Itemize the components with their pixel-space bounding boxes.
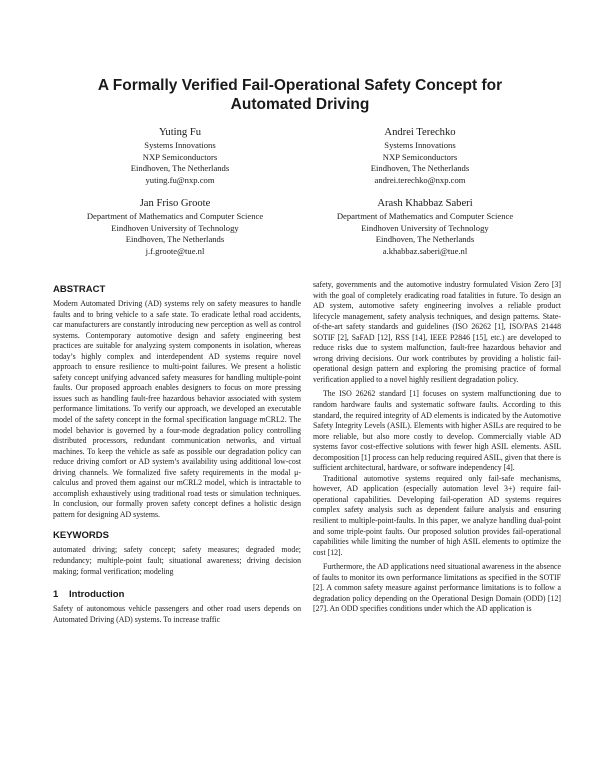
author-email: yuting.fu@nxp.com [145,174,215,185]
author-block-3 [40,197,310,257]
introduction-paragraph-3: Traditional automotive systems required only fail-safe mechanisms, however, AD application (especially automation level 3+) require fail-operational capabilities. Developing fail-operation AD systems requires complex safety analysis such as dependent failure analysis and ensuring resilient to multiple-point-faults. In this paper, we analyze handling dual-point and some triple-point faults. Our proposed solution provides fail-operational capabilities while limiting the number of high ASIL elements to optimize the cost [12]. [313,473,561,557]
author-email: j.f.groote@tue.nl [145,245,205,256]
right-column [313,280,561,615]
author-name: Jan Friso Groote [139,198,211,209]
paper-title [60,76,540,114]
author-affiliation: Eindhoven University of Technology [361,222,489,233]
author-name: Yuting Fu [158,127,202,138]
introduction-paragraph-1: safety, governments and the automotive industry formulated Vision Zero [3] with the goal of completely eradicating road fatalities in future. To design an AD system, automotive safety engineering involves a reliable product lifecycle management, safety analysis techniques, and design patterns. State-of-the-art safety standards and guidelines (ISO 26262 [1], ISO/PAS 21448 SOTIF [2], SaFAD [12], RSS [14], IEEE P2846 [15], etc.) are developed to reduce risks due to system malfunction, fault-free hazardous behavior and wrong driving decisions. Our work contributes by providing a holistic fail-operational design pattern and exploring the promising practice of formal verification applied to a novel highly resilient degradation policy. [313,280,561,384]
author-affiliation: Department of Mathematics and Computer Science [86,211,264,221]
author-name: Andrei Terechko [384,127,456,138]
title-line-2: Automated Driving [230,96,370,113]
author-affiliation: NXP Semiconductors [142,151,218,162]
author-affiliation: NXP Semiconductors [382,151,458,162]
keywords-heading: KEYWORDS [53,530,109,542]
section-title: Introduction [69,589,125,601]
abstract-heading: ABSTRACT [53,284,106,295]
keywords-text: automated driving; safety concept; safety measures; degraded mode; redundancy; multiple-point fault; situational awareness; driving decision making; formal verification; modeling [53,545,301,576]
abstract-text: Modern Automated Driving (AD) systems rely on safety measures to handle faults and to bring vehicle to a safe state. To eradicate lethal road accidents, car manufacturers are constantly introducing new perception as well as control systems. Contemporary automotive design and safety engineering best practices are suitable for analyzing system components in isolation, whereas today’s highly complex and interdependent AD systems require novel approach to ensure resilience to multi-point failures. We present a holistic safety concept unifying advanced safety measures for handling multiple-point faults. Our proposed approach enables designers to focus on more pressing issues such as handling fault-free hazardous behavior associated with system performance limitations. To verify our approach, we developed an executable model of the safety concept in the formal specification language mCRL2. The model behavior is governed by a four-mode degradation policy controlling distributed processors, redundant communication networks, and virtual machines. To keep the vehicle as safe as possible our degradation policy can reduce driving comfort or AD system’s availability using additional low-cost driving channels. We formalized five safety requirements in the modal μ-calculus and proved them against our mCRL2 model, which is intractable to accomplish exhaustively using traditional road tests or simulation techniques. In conclusion, our formally proven safety concept defines a holistic design pattern for designing AD systems. [53,299,301,519]
author-block-4 [290,197,560,257]
introduction-paragraph-2: The ISO 26262 standard [1] focuses on system malfunctioning due to random hardware faults and systematic software faults. According to this standard, the required integrity of AD elements is indicated by the Automotive Safety Integrity Levels (ASIL). Elements with higher ASILs are required to be more reliable, but also more costly to develop. Commercially viable AD systems favor cost-effective solutions with fewer high ASIL elements. ASIL decomposition [1] process can help reducing required ASIL, given that there is sufficient architectural, hardware, or software independency [4]. [313,389,561,473]
author-affiliation: Eindhoven, The Netherlands [130,163,230,174]
author-email: a.khabbaz.saberi@tue.nl [382,245,468,256]
introduction-text-left: Safety of autonomous vehicle passengers and other road users depends on Automated Driving (AD) systems. To increase traffic [53,604,301,624]
author-block-2 [300,126,540,186]
author-email: andrei.terechko@nxp.com [374,174,466,185]
left-column [53,280,301,625]
author-affiliation: Eindhoven, The Netherlands [125,234,225,245]
author-affiliation: Eindhoven, The Netherlands [375,234,475,245]
author-affiliation: Eindhoven, The Netherlands [370,163,470,174]
author-affiliation: Department of Mathematics and Computer Science [336,211,514,221]
author-affiliation: Systems Innovations [384,140,456,150]
author-name: Arash Khabbaz Saberi [377,198,473,209]
title-line-1: A Formally Verified Fail-Operational Safety Concept for [97,77,503,94]
author-affiliation: Eindhoven University of Technology [111,222,239,233]
introduction-paragraph-4: Furthermore, the AD applications need situational awareness in the absence of faults to monitor its own performance limitations as specified in the SOTIF [2]. A common safety measure against performance limitations is to follow a degradation policy depending on the Operational Design Domain (ODD) [12][27]. An ODD specifies conditions under which the AD application is [313,562,561,614]
introduction-heading [53,589,301,601]
section-number: 1 [53,589,59,601]
author-block-1 [60,126,300,186]
author-affiliation: Systems Innovations [144,140,216,150]
